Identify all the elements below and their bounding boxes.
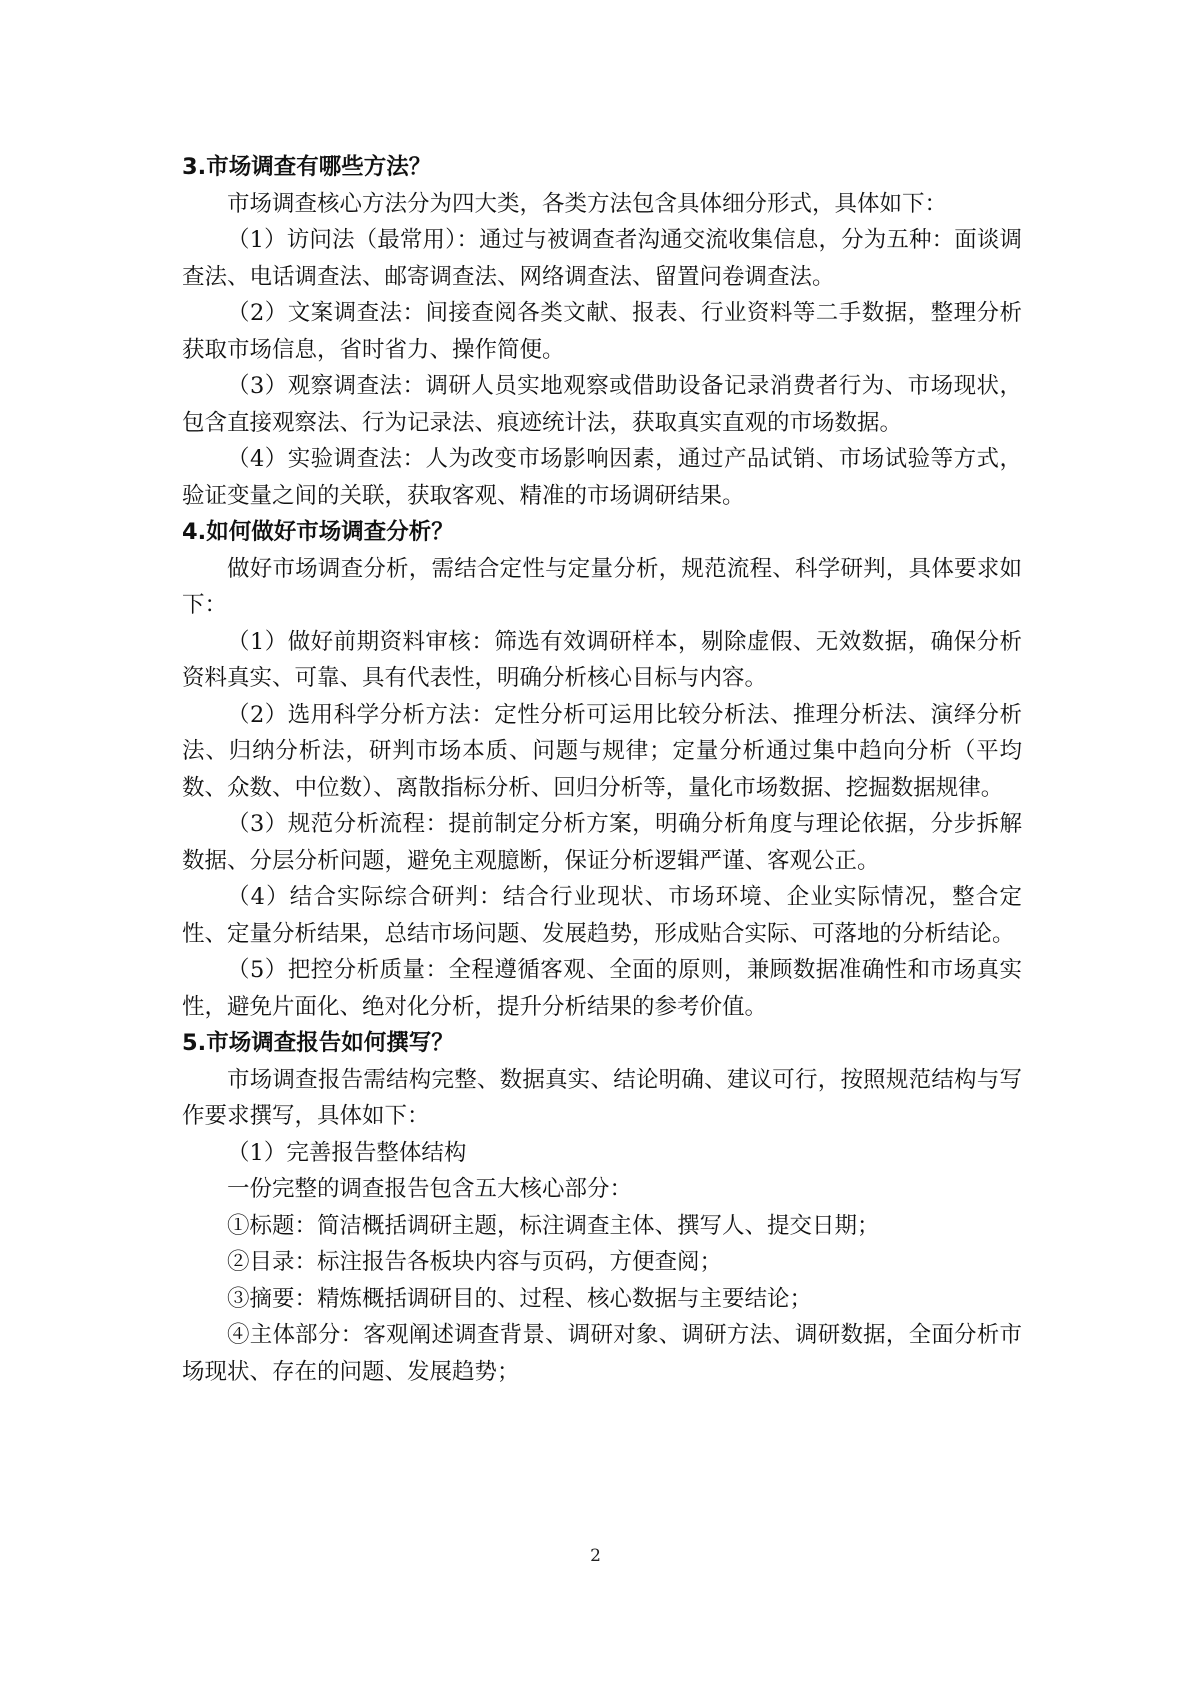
paragraph: （4）结合实际综合研判：结合行业现状、市场环境、企业实际情况，整合定性、定量分析结果，总结市场问题、发展趋势，形成贴合实际、可落地的分析结论。 [182, 884, 1022, 947]
section-heading: 3.市场调查有哪些方法？ [182, 154, 432, 180]
paragraph: ④主体部分：客观阐述调查背景、调研对象、调研方法、调研数据，全面分析市场现状、存在的问题、发展趋势； [182, 1322, 1022, 1385]
paragraph: （1）完善报告整体结构 [227, 1139, 467, 1166]
paragraph: （2）文案调查法：间接查阅各类文献、报表、行业资料等二手数据，整理分析获取市场信息，省时省力、操作简便。 [182, 300, 1022, 363]
paragraph: 做好市场调查分析，需结合定性与定量分析，规范流程、科学研判，具体要求如下： [182, 555, 1022, 618]
paragraph: ①标题：简洁概括调研主题，标注调查主体、撰写人、提交日期； [227, 1212, 880, 1239]
paragraph: 市场调查报告需结构完整、数据真实、结论明确、建议可行，按照规范结构与写作要求撰写，具体如下： [182, 1066, 1022, 1129]
section-5 [182, 1025, 1022, 1390]
paragraph: （1）做好前期资料审核：筛选有效调研样本，剔除虚假、无效数据，确保分析资料真实、可靠、具有代表性，明确分析核心目标与内容。 [182, 628, 1022, 691]
paragraph: （2）选用科学分析方法：定性分析可运用比较分析法、推理分析法、演绎分析法、归纳分析法，研判市场本质、问题与规律；定量分析通过集中趋向分析（平均数、众数、中位数）、离散指标分析、回归分析等，量化市场数据、挖掘数据规律。 [182, 701, 1022, 801]
paragraph: （3）规范分析流程：提前制定分析方案，明确分析角度与理论依据，分步拆解数据、分层分析问题，避免主观臆断，保证分析逻辑严谨、客观公正。 [182, 811, 1022, 874]
paragraph: 市场调查核心方法分为四大类，各类方法包含具体细分形式，具体如下： [227, 190, 948, 217]
paragraph: （4）实验调查法：人为改变市场影响因素，通过产品试销、市场试验等方式，验证变量之间的关联，获取客观、精准的市场调研结果。 [182, 446, 1022, 509]
document-body [182, 149, 1022, 1390]
paragraph: （1）访问法（最常用）：通过与被调查者沟通交流收集信息，分为五种：面谈调查法、电话调查法、邮寄调查法、网络调查法、留置问卷调查法。 [182, 227, 1022, 290]
paragraph: （5）把控分析质量：全程遵循客观、全面的原则，兼顾数据准确性和市场真实性，避免片面化、绝对化分析，提升分析结果的参考价值。 [182, 957, 1022, 1020]
section-heading: 4.如何做好市场调查分析？ [182, 519, 454, 545]
page-number: 2 [590, 1546, 601, 1566]
section-4 [182, 514, 1022, 1025]
paragraph: ③摘要：精炼概括调研目的、过程、核心数据与主要结论； [227, 1285, 813, 1312]
section-3 [182, 149, 1022, 514]
paragraph: 一份完整的调查报告包含五大核心部分： [227, 1176, 633, 1202]
section-heading: 5.市场调查报告如何撰写？ [182, 1030, 454, 1056]
paragraph: ②目录：标注报告各板块内容与页码，方便查阅； [227, 1249, 723, 1275]
paragraph: （3）观察调查法：调研人员实地观察或借助设备记录消费者行为、市场现状，包含直接观察法、行为记录法、痕迹统计法，获取真实直观的市场数据。 [182, 373, 1022, 436]
